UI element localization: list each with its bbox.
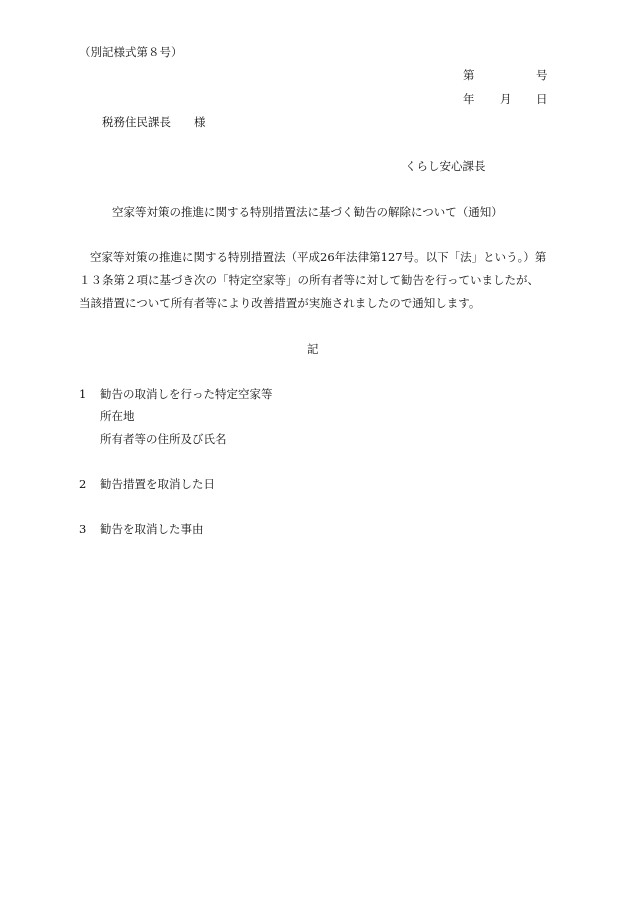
item-1-sub-owner: 所有者等の住所及び氏名	[100, 432, 227, 446]
item-1-sub-location: 所在地	[100, 409, 135, 423]
document-title: 空家等対策の推進に関する特別措置法に基づく勧告の解除について（通知）	[112, 205, 503, 219]
body-line-1: 空家等対策の推進に関する特別措置法（平成26年法律第127号。以下「法」という。）第	[90, 250, 547, 264]
ki-heading: 記	[307, 342, 319, 356]
addressee: 税務住民課長 様	[102, 115, 206, 129]
form-label: （別記様式第８号）	[79, 45, 183, 59]
item-1-label: 勧告の取消しを行った特定空家等	[100, 387, 273, 401]
number-prefix: 第	[463, 68, 475, 82]
number-suffix: 号	[536, 68, 548, 82]
item-2-label: 勧告措置を取消した日	[100, 477, 215, 491]
date-day: 日	[536, 92, 548, 106]
body-line-2: １３条第２項に基づき次の「特定空家等」の所有者等に対して勧告を行っていましたが、	[79, 273, 539, 287]
item-1-number: 1	[79, 387, 87, 401]
sender: くらし安心課長	[405, 159, 486, 173]
date-year: 年	[463, 92, 475, 106]
body-line-3: 当該措置について所有者等により改善措置が実施されましたので通知します。	[79, 296, 481, 310]
item-3-number: 3	[79, 522, 87, 536]
item-2-number: 2	[79, 477, 87, 491]
date-month: 月	[500, 92, 512, 106]
item-3-label: 勧告を取消した事由	[100, 522, 204, 536]
